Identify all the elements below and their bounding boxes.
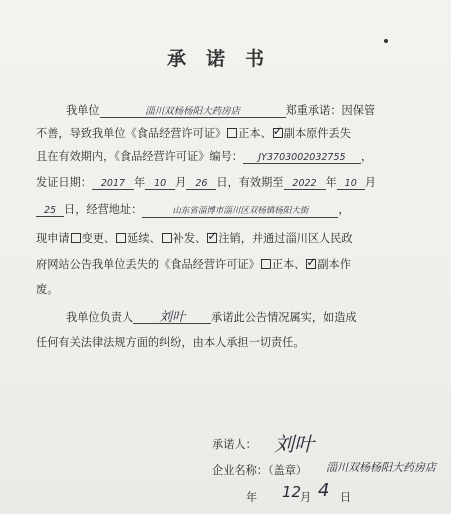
- company-label: 企业名称：（盖章）: [212, 464, 308, 477]
- line-10: 任何有关法律法规方面的纠纷，由本人承担一切责任。: [36, 336, 305, 349]
- line-2: 不善，导致我单位《食品经营许可证》 正本、✓ 副本原件丢失: [36, 127, 416, 141]
- line-7: 府网站公告我单位丢失的《食品经营许可证》 正本、✓ 副本作: [36, 258, 416, 272]
- responsible-person-signature: 刘叶: [133, 312, 211, 324]
- issue-month: 10: [145, 178, 175, 190]
- line-1: 我单位 淄川双杨杨阳大药房店 郑重承诺：因保管: [66, 104, 376, 117]
- checkbox-renew: [116, 233, 126, 243]
- ink-dot: [384, 39, 388, 43]
- date-year-label: 年: [246, 491, 258, 504]
- date-day-label: 日: [340, 491, 352, 504]
- checkbox-original: [227, 128, 237, 138]
- expiry-month: 10: [337, 178, 365, 190]
- checkbox-original-2: [261, 259, 271, 269]
- line-5: 25 日，经营地址： 山东省淄博市淄川区双杨镇杨阳大街 ，: [36, 203, 416, 218]
- issue-day: 26: [186, 178, 216, 190]
- expiry-year: 2022: [284, 178, 326, 190]
- checkbox-copy-2-checked: [306, 259, 316, 269]
- line-8: 废。: [36, 283, 59, 296]
- unit-name-handwritten: 淄川双杨杨阳大药房店: [100, 106, 286, 118]
- date-day-handwritten: 4: [318, 480, 330, 501]
- date-month-handwritten: 12: [282, 483, 302, 501]
- line-6: 现申请 变更、 延续、 补发、✓ 注销，并通过淄川区人民政: [36, 232, 416, 246]
- date-month-label: 月: [300, 491, 312, 504]
- doc-title: 承诺书: [166, 48, 284, 70]
- checkbox-copy-checked: [273, 128, 283, 138]
- promisor-signature: 刘叶: [274, 432, 314, 456]
- issue-year: 2017: [92, 178, 134, 190]
- expiry-day: 25: [36, 205, 64, 217]
- line-3: 且在有效期内，《食品经营许可证》编号： JY37030020327​55 ，: [36, 150, 373, 163]
- license-number-handwritten: JY37030020327​55: [243, 152, 361, 164]
- line-4: 发证日期： 2017 年 10 月 26 日，有效期至 2022 年 10 月: [36, 176, 376, 189]
- address-handwritten: 山东省淄博市淄川区双杨镇杨阳大街: [142, 206, 338, 218]
- checkbox-cancel-checked: [207, 233, 217, 243]
- company-signature: 淄川双杨杨阳大药房店: [326, 461, 436, 474]
- line-9: 我单位负责人 刘叶 承诺此公告情况属实，如造成: [66, 310, 357, 325]
- checkbox-reissue: [162, 233, 172, 243]
- promisor-label: 承诺人：: [212, 438, 257, 451]
- checkbox-change: [71, 233, 81, 243]
